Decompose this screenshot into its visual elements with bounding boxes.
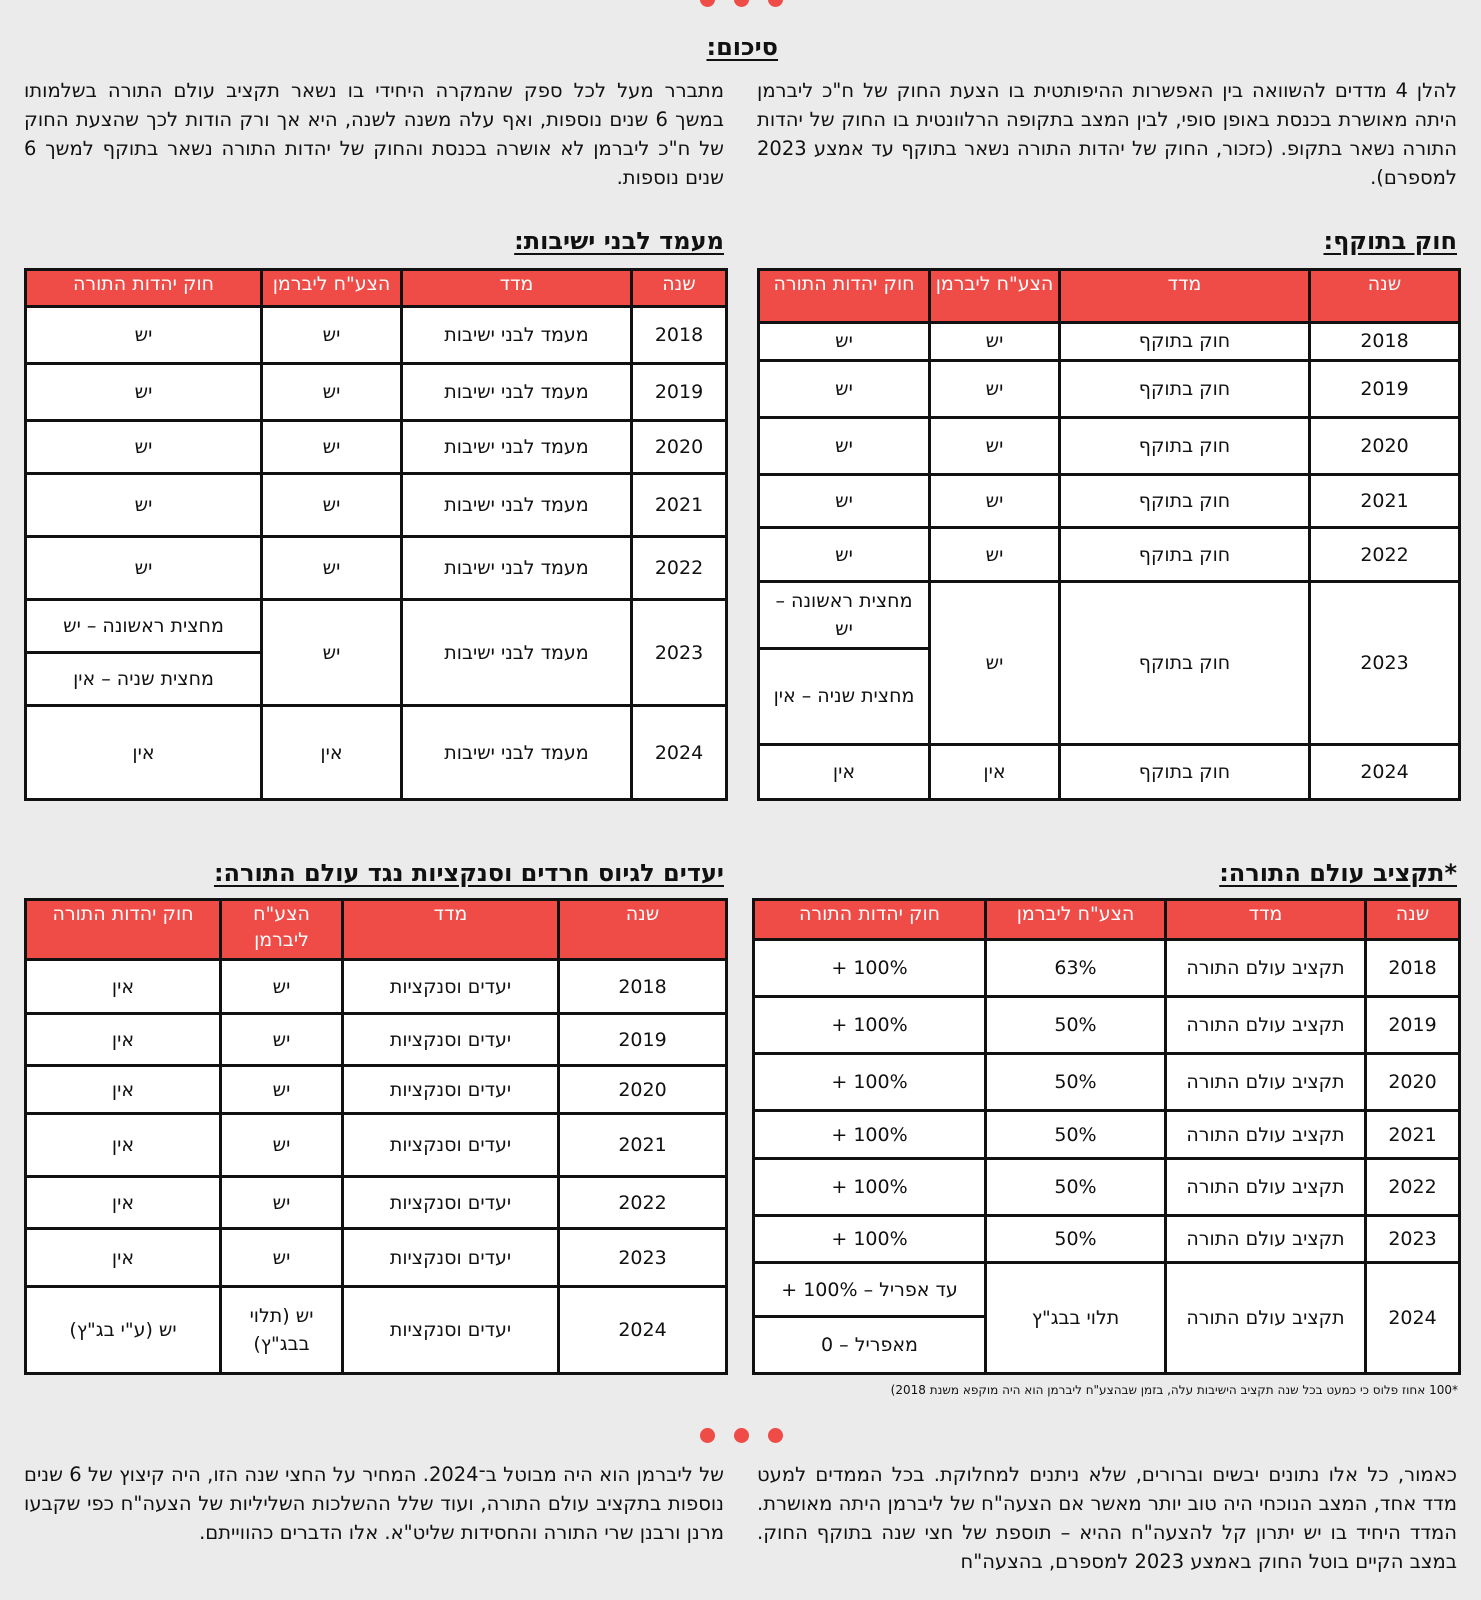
year-cell: 2018 — [1366, 940, 1460, 997]
decorative-dot — [734, 0, 749, 7]
metric-cell: חוק בתוקף — [1060, 323, 1310, 360]
lieberman-cell: 50% — [986, 1111, 1166, 1159]
table-row — [759, 744, 1460, 799]
column-header-year: שנה — [559, 900, 727, 960]
utj-cell: יש — [26, 364, 262, 421]
metric-cell: יעדים וסנקציות — [343, 1114, 559, 1177]
table-row — [754, 1263, 1460, 1317]
year-cell: 2019 — [1310, 360, 1460, 417]
year-cell: 2019 — [1366, 997, 1460, 1054]
column-header-metric: מדד — [343, 900, 559, 960]
table-row — [754, 940, 1460, 997]
table-row — [26, 364, 727, 421]
law-in-force-table — [757, 268, 1461, 801]
status-table-title: מעמד לבני ישיבות: — [514, 227, 724, 255]
table-row — [759, 581, 1460, 648]
column-header-utj: חוק יהדות התורה — [759, 270, 930, 323]
table-row — [26, 421, 727, 474]
metric-cell: מעמד לבני ישיבות — [402, 706, 632, 800]
year-cell: 2020 — [632, 421, 727, 474]
column-header-lieberman: הצע"ח ליברמן — [262, 270, 402, 307]
year-cell: 2023 — [1310, 581, 1460, 744]
year-cell: 2018 — [1310, 323, 1460, 360]
year-cell: 2024 — [559, 1287, 727, 1374]
summary-title: סיכום: — [706, 33, 778, 61]
utj-cell: אין — [26, 1066, 221, 1114]
year-cell: 2022 — [632, 537, 727, 600]
table-row — [26, 537, 727, 600]
utj-cell: אין — [26, 1014, 221, 1066]
lieberman-cell: 50% — [986, 1216, 1166, 1263]
table-row — [26, 706, 727, 800]
metric-cell: מעמד לבני ישיבות — [402, 307, 632, 364]
metric-cell: יעדים וסנקציות — [343, 1287, 559, 1374]
table-row — [754, 1216, 1460, 1263]
year-cell: 2020 — [1366, 1054, 1460, 1111]
lieberman-cell: 50% — [986, 1054, 1166, 1111]
column-header-utj: חוק יהדות התורה — [26, 270, 262, 307]
year-cell: 2024 — [1366, 1263, 1460, 1374]
lieberman-cell: יש — [221, 1114, 343, 1177]
table-row — [754, 1111, 1460, 1159]
metric-cell: תקציב עולם התורה — [1166, 1111, 1366, 1159]
decorative-dot — [700, 1428, 715, 1443]
utj-cell: יש — [759, 323, 930, 360]
metric-cell: חוק בתוקף — [1060, 417, 1310, 474]
lieberman-cell: אין — [262, 706, 402, 800]
utj-cell: אין — [26, 1229, 221, 1287]
decorative-dot — [734, 1428, 749, 1443]
year-cell: 2023 — [1366, 1216, 1460, 1263]
lieberman-cell: יש — [221, 1066, 343, 1114]
utj-cell-until-april: עד אפריל – 100% + — [754, 1263, 986, 1317]
lieberman-cell: יש — [262, 600, 402, 706]
column-header-utj: חוק יהדות התורה — [754, 900, 986, 940]
lieberman-cell: יש — [930, 581, 1060, 744]
column-header-lieberman: הצע"ח ליברמן — [986, 900, 1166, 940]
metric-cell: חוק בתוקף — [1060, 360, 1310, 417]
utj-cell: יש — [759, 475, 930, 528]
metric-cell: יעדים וסנקציות — [343, 1177, 559, 1229]
metric-cell: תקציב עולם התורה — [1166, 940, 1366, 997]
lieberman-cell: יש — [262, 537, 402, 600]
yeshiva-status-table — [24, 268, 728, 801]
lieberman-cell: תלוי בבג"ץ — [986, 1263, 1166, 1374]
lieberman-cell: 50% — [986, 1159, 1166, 1216]
lieberman-cell: יש — [221, 960, 343, 1014]
utj-cell-first-half: מחצית ראשונה – יש — [759, 581, 930, 648]
utj-cell: יש (ע"י בג"ץ) — [26, 1287, 221, 1374]
utj-cell: יש — [759, 360, 930, 417]
year-cell: 2020 — [559, 1066, 727, 1114]
closing-paragraph-left: של ליברמן הוא היה מבוטל ב־2024. המחיר על החצי שנה הזו, היה קיצוץ של 6 שנים נוספות בתקציב עולם התורה, ועוד שלל ההשלכות השליליות של הצעה"ח כפי שקבעו מרנן ורבנן שרי התורה והחסידות שליט"א. אלו הדברים כהווייתם. — [24, 1463, 724, 1544]
lieberman-cell: אין — [930, 744, 1060, 799]
metric-cell: מעמד לבני ישיבות — [402, 537, 632, 600]
metric-cell: חוק בתוקף — [1060, 744, 1310, 799]
year-cell: 2021 — [1310, 475, 1460, 528]
year-cell: 2021 — [1366, 1111, 1460, 1159]
utj-cell: יש — [26, 474, 262, 537]
utj-cell-first-half: מחצית ראשונה – יש — [26, 600, 262, 653]
table-row — [26, 600, 727, 653]
utj-cell: אין — [26, 1114, 221, 1177]
lieberman-cell: יש — [221, 1229, 343, 1287]
lieberman-cell: יש — [930, 417, 1060, 474]
year-cell: 2021 — [559, 1114, 727, 1177]
table-row — [759, 528, 1460, 581]
table-row — [26, 1287, 727, 1374]
table-row — [26, 1229, 727, 1287]
metric-cell: תקציב עולם התורה — [1166, 1216, 1366, 1263]
table-row — [754, 1159, 1460, 1216]
budget-footnote: *100 אחוז פלוס כי כמעט בכל שנה תקציב הישיבות עלה, בזמן שבהצע"ח ליברמן הוא היה מוקפא משנת 2018) — [890, 1383, 1458, 1397]
table-row — [754, 1054, 1460, 1111]
utj-cell: יש — [26, 537, 262, 600]
metric-cell: חוק בתוקף — [1060, 581, 1310, 744]
lieberman-cell: 50% — [986, 997, 1166, 1054]
utj-cell: יש — [759, 417, 930, 474]
metric-cell: תקציב עולם התורה — [1166, 1054, 1366, 1111]
column-header-year: שנה — [1366, 900, 1460, 940]
year-cell: 2022 — [559, 1177, 727, 1229]
lieberman-cell: יש — [930, 360, 1060, 417]
year-cell: 2019 — [632, 364, 727, 421]
decorative-dot — [768, 1428, 783, 1443]
lieberman-cell: יש — [262, 307, 402, 364]
column-header-year: שנה — [632, 270, 727, 307]
column-header-metric: מדד — [1166, 900, 1366, 940]
year-cell: 2020 — [1310, 417, 1460, 474]
table-row — [759, 475, 1460, 528]
metric-cell: מעמד לבני ישיבות — [402, 600, 632, 706]
table-row — [759, 323, 1460, 360]
metric-cell: מעמד לבני ישיבות — [402, 364, 632, 421]
law-table-title: חוק בתוקף: — [1323, 227, 1457, 255]
metric-cell: מעמד לבני ישיבות — [402, 474, 632, 537]
column-header-year: שנה — [1310, 270, 1460, 323]
year-cell: 2024 — [632, 706, 727, 800]
summary-intro: להלן 4 מדדים להשוואה בין האפשרות ההיפותטית בו הצעת החוק של ח"כ ליברמן היתה מאושרת בכנסת באופן סופי, לבין המצב בתקופה הרלוונטית בו החוק של יהדות התורה נשאר בתקופ. (כזכור, החוק של יהדות התורה נשאר בתוקף עד אמצע 2023 למספרם). — [757, 79, 1457, 189]
year-cell: 2018 — [632, 307, 727, 364]
column-header-lieberman: הצע"ח ליברמן — [221, 900, 343, 960]
column-header-utj: חוק יהדות התורה — [26, 900, 221, 960]
decorative-dot — [768, 0, 783, 7]
metric-cell: תקציב עולם התורה — [1166, 1159, 1366, 1216]
utj-cell: אין — [26, 960, 221, 1014]
year-cell: 2022 — [1366, 1159, 1460, 1216]
metric-cell: חוק בתוקף — [1060, 475, 1310, 528]
metric-cell: תקציב עולם התורה — [1166, 1263, 1366, 1374]
metric-cell: חוק בתוקף — [1060, 528, 1310, 581]
year-cell: 2021 — [632, 474, 727, 537]
table-row — [26, 307, 727, 364]
lieberman-cell: יש — [262, 364, 402, 421]
summary-conclusion: מתברר מעל לכל ספק שהמקרה היחידי בו נשאר תקציב עולם התורה בשלמותו במשך 6 שנים נוספות, ואף עלה משנה לשנה, היא אך ורק הודות לכך שהצעת החוק של ח"כ ליברמן לא אושרה בכנסת והחוק של יהדות התורה נשאר בתוקף למשך 6 שנים נוספות. — [24, 79, 724, 189]
torah-budget-table — [752, 898, 1461, 1375]
targets-table-title: יעדים לגיוס חרדים וסנקציות נגד עולם התורה: — [213, 859, 724, 887]
metric-cell: יעדים וסנקציות — [343, 1066, 559, 1114]
table-row — [759, 360, 1460, 417]
year-cell: 2024 — [1310, 744, 1460, 799]
utj-cell: 100% + — [754, 1216, 986, 1263]
lieberman-cell: 63% — [986, 940, 1166, 997]
year-cell: 2023 — [559, 1229, 727, 1287]
column-header-metric: מדד — [402, 270, 632, 307]
table-row — [26, 1114, 727, 1177]
utj-cell: יש — [26, 307, 262, 364]
decorative-dot — [700, 0, 715, 7]
utj-cell: 100% + — [754, 997, 986, 1054]
closing-paragraph-right: כאמור, כל אלו נתונים יבשים וברורים, שלא ניתנים למחלוקת. בכל הממדים למעט מדד אחד, המצב הנוכחי היה טוב יותר מאשר אם הצעה"ח של ליברמן היתה מאושרת. המדד היחיד בו יש יתרון קל להצעה"ח ההיא – תוספת של חצי שנה בתוקף החוק. במצב הקיים בוטל החוק באמצע 2023 למספרם, בהצעה"ח — [757, 1463, 1457, 1573]
table-row — [26, 960, 727, 1014]
lieberman-cell: יש — [930, 475, 1060, 528]
metric-cell: יעדים וסנקציות — [343, 1014, 559, 1066]
lieberman-cell: יש — [262, 421, 402, 474]
lieberman-cell: יש — [221, 1177, 343, 1229]
year-cell: 2019 — [559, 1014, 727, 1066]
lieberman-cell: יש — [930, 528, 1060, 581]
utj-cell: 100% + — [754, 1159, 986, 1216]
column-header-metric: מדד — [1060, 270, 1310, 323]
utj-cell: יש — [26, 421, 262, 474]
utj-cell: 100% + — [754, 1054, 986, 1111]
utj-cell: 100% + — [754, 940, 986, 997]
utj-cell-second-half: מחצית שניה – אין — [759, 649, 930, 745]
utj-cell: אין — [26, 1177, 221, 1229]
metric-cell: יעדים וסנקציות — [343, 960, 559, 1014]
year-cell: 2023 — [632, 600, 727, 706]
lieberman-cell: יש — [930, 323, 1060, 360]
utj-cell: אין — [26, 706, 262, 800]
utj-cell: אין — [759, 744, 930, 799]
lieberman-cell: יש — [221, 1014, 343, 1066]
table-row — [26, 1177, 727, 1229]
metric-cell: מעמד לבני ישיבות — [402, 421, 632, 474]
table-row — [26, 474, 727, 537]
budget-table-title: *תקציב עולם התורה: — [1219, 859, 1457, 887]
targets-sanctions-table — [24, 898, 728, 1375]
metric-cell: יעדים וסנקציות — [343, 1229, 559, 1287]
utj-cell: יש — [759, 528, 930, 581]
column-header-lieberman: הצע"ח ליברמן — [930, 270, 1060, 323]
utj-cell-from-april: מאפריל – 0 — [754, 1317, 986, 1374]
table-row — [759, 417, 1460, 474]
table-row — [754, 997, 1460, 1054]
table-row — [26, 1066, 727, 1114]
metric-cell: תקציב עולם התורה — [1166, 997, 1366, 1054]
table-row — [26, 1014, 727, 1066]
utj-cell-second-half: מחצית שניה – אין — [26, 653, 262, 706]
year-cell: 2022 — [1310, 528, 1460, 581]
utj-cell: 100% + — [754, 1111, 986, 1159]
lieberman-cell: יש (תלוי בבג"ץ) — [221, 1287, 343, 1374]
year-cell: 2018 — [559, 960, 727, 1014]
lieberman-cell: יש — [262, 474, 402, 537]
